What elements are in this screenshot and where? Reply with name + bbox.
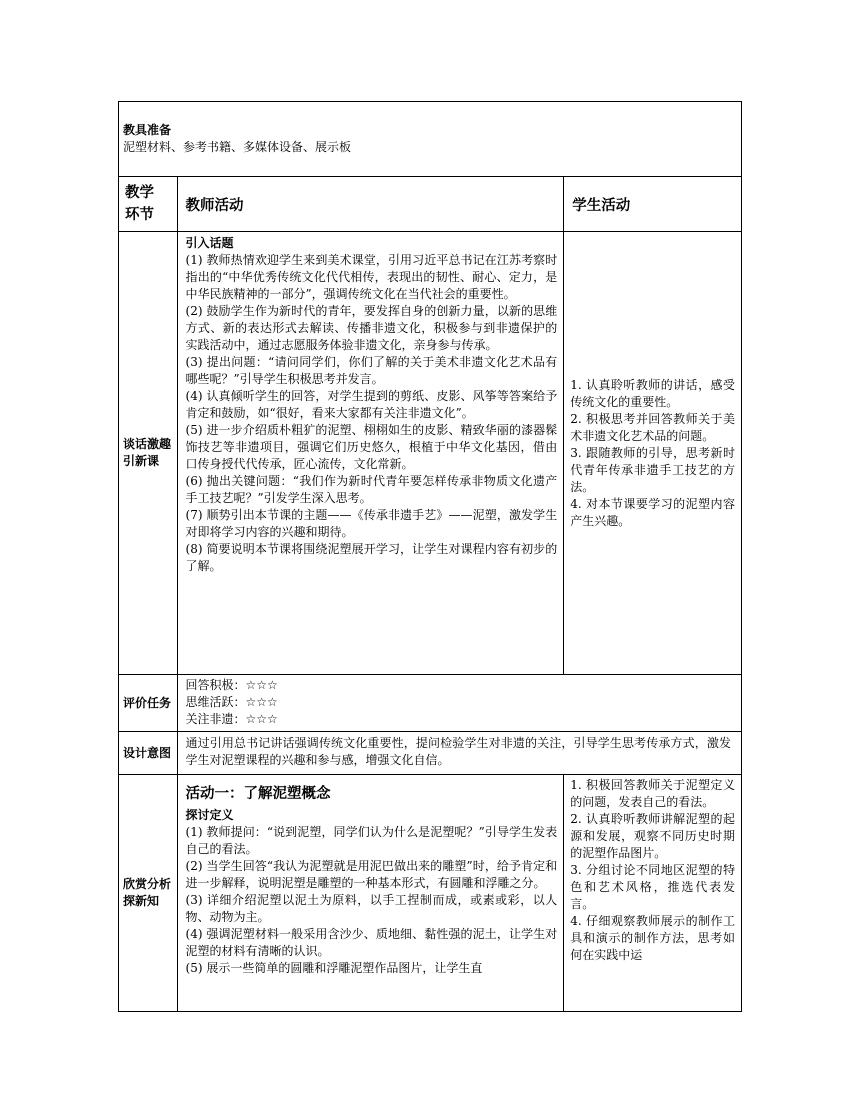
- evaluation-label: 评价任务: [119, 675, 178, 732]
- section1-label: 谈话激趣引新课: [119, 232, 178, 675]
- section2-student-item: 3. 分组讨论不同地区泥塑的特色和艺术风格，推选代表发言。: [570, 863, 735, 911]
- design-row: [119, 732, 742, 775]
- section2-label: 欣赏分析探新知: [119, 775, 178, 1012]
- section2-student-item: 2. 认真聆听教师讲解泥塑的起源和发展，观察不同历史时期的泥塑作品图片。: [570, 812, 735, 860]
- header-teacher: 教师活动: [177, 177, 564, 232]
- section1-student-cell: [564, 232, 742, 675]
- section1-student-item: 1. 认真聆听教师的讲话，感受传统文化的重要性。: [570, 377, 735, 409]
- prep-content: 泥塑材料、参考书籍、多媒体设备、展示板: [123, 140, 352, 154]
- section1-teacher-title: 引入话题: [185, 236, 234, 250]
- section2-teacher-item: (5) 展示一些简单的圆雕和浮雕泥塑作品图片，让学生直: [185, 961, 483, 975]
- section1-teacher-item: (5) 进一步介绍质朴粗犷的泥塑、栩栩如生的皮影、精致华丽的漆器髹饰技艺等非遗项目，强调它们历史悠久，根植于中华文化基因，借由口传身授代代传承，匠心流传，文化常新。: [185, 423, 558, 471]
- section1-teacher-item: (7) 顺势引出本节课的主题——《传承非遗手艺》——泥塑，激发学生对即将学习内容的兴趣和期待。: [185, 508, 558, 539]
- design-content: 通过引用总书记讲话强调传统文化重要性，提问检验学生对非遗的关注，引导学生思考传承方式，激发学生对泥塑课程的兴趣和参与感，增强文化自信。: [185, 736, 731, 767]
- section1-teacher-item: (1) 教师热情欢迎学生来到美术课堂，引用习近平总书记在江苏考察时指出的“中华优秀传统文化代代相传，表现出的韧性、耐心、定力，是中华民族精神的一部分”，强调传统文化在当代社会的重要性。: [185, 253, 558, 301]
- section1-row: [119, 232, 742, 675]
- prep-title: 教具准备: [123, 123, 172, 137]
- section2-teacher-item: (3) 详细介绍泥塑以泥土为原料，以手工捏制而成，或素或彩，以人物、动物为主。: [185, 893, 558, 924]
- section2-student-item: 4. 仔细观察教师展示的制作工具和演示的制作方法，思考如何在实践中运: [570, 914, 735, 962]
- section1-student-item: 2. 积极思考并回答教师关于美术非遗文化艺术品的问题。: [570, 411, 735, 443]
- header-stage: 教学 环节: [119, 177, 178, 232]
- section1-teacher-item: (2) 鼓励学生作为新时代的青年，要发挥自身的创新力量，以新的思维方式、新的表达形式去解读、传播非遗文化，积极参与到非遗保护的实践活动中，通过志愿服务体验非遗文化，亲身参与传承。: [185, 304, 558, 352]
- design-label: 设计意图: [119, 732, 178, 775]
- section1-teacher-item: (4) 认真倾听学生的回答，对学生提到的剪纸、皮影、风筝等答案给予肯定和鼓励，如“很好，看来大家都有关注非遗文化”。: [185, 389, 558, 420]
- section2-student-item: 1. 积极回答教师关于泥塑定义的问题，发表自己的看法。: [570, 778, 735, 809]
- prep-cell: [119, 102, 742, 177]
- evaluation-item: 回答积极：☆☆☆: [185, 678, 278, 692]
- section2-teacher-title: 探讨定义: [185, 808, 234, 822]
- section2-teacher-cell: [177, 775, 564, 1012]
- design-cell: [177, 732, 741, 775]
- evaluation-item: 思维活跃：☆☆☆: [185, 695, 278, 709]
- section1-teacher-item: (3) 提出问题：“请问同学们，你们了解的关于美术非遗文化艺术品有哪些呢？”引导学生积极思考并发言。: [185, 355, 558, 386]
- section2-student-cell: [564, 775, 742, 1012]
- section1-teacher-cell: [177, 232, 564, 675]
- section2-activity-title: 活动一：了解泥塑概念: [185, 786, 331, 802]
- header-row: [119, 177, 742, 232]
- section1-student-item: 3. 跟随教师的引导，思考新时代青年传承非遗手工技艺的方法。: [570, 445, 735, 494]
- section1-student-item: 4. 对本节课要学习的泥塑内容产生兴趣。: [570, 496, 735, 528]
- prep-row: [119, 102, 742, 177]
- section1-teacher-item: (8) 简要说明本节课将围绕泥塑展开学习，让学生对课程内容有初步的了解。: [185, 542, 558, 573]
- section1-teacher-item: (6) 抛出关键问题：“我们作为新时代青年要怎样传承非物质文化遗产手工技艺呢？”引发学生深入思考。: [185, 474, 558, 505]
- evaluation-row: [119, 675, 742, 732]
- section2-teacher-item: (4) 强调泥塑材料一般采用含沙少、质地细、黏性强的泥土，让学生对泥塑的材料有清晰的认识。: [185, 927, 558, 958]
- evaluation-item: 关注非遗：☆☆☆: [185, 712, 278, 726]
- section2-teacher-item: (2) 当学生回答“我认为泥塑就是用泥巴做出来的雕塑”时，给予肯定和进一步解释，说明泥塑是雕塑的一种基本形式，有圆雕和浮雕之分。: [185, 859, 558, 890]
- lesson-plan-table: [118, 101, 742, 1012]
- evaluation-cell: [177, 675, 741, 732]
- section2-teacher-item: (1) 教师提问：“说到泥塑，同学们认为什么是泥塑呢？”引导学生发表自己的看法。: [185, 825, 558, 856]
- lesson-plan-page: [118, 101, 742, 1012]
- section2-row: [119, 775, 742, 1012]
- header-student: 学生活动: [564, 177, 742, 232]
